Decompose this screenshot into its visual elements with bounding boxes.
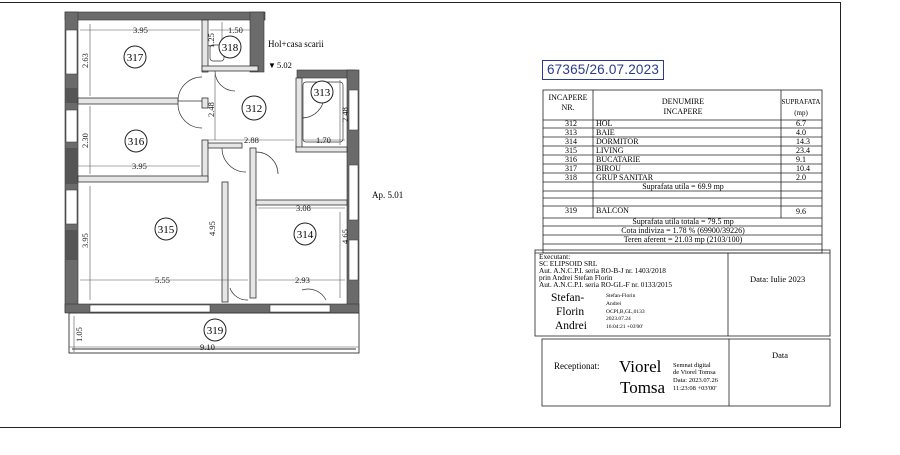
executant-signature-detail: Stefan-Florin	[606, 293, 636, 299]
dim-label: 3.95	[133, 25, 148, 35]
executant-line: prin Andrei Stefan Florin	[539, 273, 613, 282]
row-name: BUCATARIE	[596, 155, 641, 164]
dim-label: 4.65	[340, 229, 350, 244]
dim-label: 5.55	[155, 275, 170, 285]
dim-label: 2.88	[244, 135, 259, 145]
dim-label: 2.63	[80, 53, 90, 68]
executant-signature-name: Stefan-	[551, 292, 585, 304]
row-area: 2.0	[796, 173, 806, 182]
header-nr-line2: NR.	[561, 103, 575, 112]
room-number: 314	[296, 229, 314, 241]
suprafata-utila: Suprafata utila = 69.9 mp	[642, 182, 724, 191]
executant-line: Aut. A.N.C.P.I. seria RO-B-J nr. 1403/2018	[539, 266, 666, 275]
receptionat-signature-detail: 11:23:08 +03'00'	[673, 385, 717, 392]
dim-label: 2.30	[80, 133, 90, 148]
balcon-name: BALCON	[596, 206, 629, 215]
dim-label: 9.10	[200, 342, 215, 352]
executant-signature-detail: 2023.07.24	[606, 316, 631, 322]
room-number: 312	[245, 103, 263, 115]
dim-label: 2.93	[295, 275, 310, 285]
floor-plan	[65, 12, 403, 353]
dim-label: 3.95	[80, 233, 90, 248]
row-nr: 312	[565, 119, 577, 128]
dim-label: 1.25	[206, 33, 216, 48]
hol-casa-scarii-label: Hol+casa scarii	[268, 39, 324, 49]
row-nr: 314	[565, 137, 577, 146]
executant-signature-detail: OCPI,B,GL,0133	[606, 309, 645, 315]
level-marker-icon: ▼	[268, 61, 276, 70]
row-area: 4.0	[796, 128, 806, 137]
row-nr: 315	[565, 146, 577, 155]
dim-label: 2.48	[206, 102, 216, 117]
receptionat-box	[542, 339, 830, 406]
receptionat-signature-detail: Semnat digital	[673, 362, 711, 369]
header-name-line1: DENUMIRE	[661, 97, 705, 106]
dim-label: 1.70	[316, 135, 331, 145]
executant-line: Aut. A.N.C.P.I. seria RO-GL-F nr. 0133/2015	[539, 280, 672, 289]
room-number: 315	[157, 224, 175, 236]
cota-indiviza: Cota indiviza = 1.78 % (69900/39226)	[621, 226, 745, 235]
row-area: 10.4	[796, 164, 810, 173]
receptionat-signature-name: Tomsa	[620, 378, 666, 397]
row-name: DORMITOR	[596, 137, 639, 146]
row-area: 14.3	[796, 137, 810, 146]
dim-label: 3.08	[296, 203, 311, 213]
executant-box	[535, 250, 830, 336]
row-area: 23.4	[796, 146, 810, 155]
row-area: 6.7	[796, 119, 806, 128]
teren-aferent: Teren aferent = 21.03 mp (2103/100)	[623, 235, 743, 244]
suprafata-utila-totala: Suprafata utila totala = 79.5 mp	[632, 217, 734, 226]
header-area-line1: SUPRAFATA	[781, 98, 821, 106]
receptionat-signature-name: Viorel	[619, 357, 662, 376]
apartment-label: Ap. 5.01	[372, 190, 404, 200]
receptionat-signature-detail: de Viorel Tomsa	[673, 369, 716, 376]
row-nr: 317	[565, 164, 577, 173]
receptionat-data: Data	[772, 350, 789, 360]
receptionat-label: Receptionat:	[554, 361, 600, 371]
level-label: 5.02	[277, 60, 292, 70]
balcon-area: 9.6	[796, 207, 806, 216]
dim-label: 1.50	[228, 25, 243, 35]
row-nr: 318	[565, 173, 577, 182]
room-number: 313	[313, 87, 331, 99]
executant-line: SC ELIPSOID SRL	[539, 259, 598, 268]
interior-walls	[78, 20, 347, 302]
executant-signature-detail: 16:04:21 +03'00'	[606, 324, 644, 330]
page-frame	[0, 2, 841, 428]
header-area-line2: (mp)	[794, 109, 808, 117]
registration-stamp: 67365/26.07.2023	[542, 60, 664, 80]
row-nr: 313	[565, 128, 577, 137]
room-number: 318	[221, 42, 239, 54]
dim-label: 1.05	[74, 327, 84, 342]
executant-signature-name: Florin	[556, 306, 585, 318]
balcon-nr: 319	[565, 206, 577, 215]
row-name: BAIE	[596, 128, 615, 137]
executant-line: Executant:	[539, 252, 571, 261]
row-name: BIROU	[596, 164, 621, 173]
room-number: 319	[206, 325, 224, 337]
row-nr: 316	[565, 155, 577, 164]
receptionat-signature-detail: Data: 2023.07.26	[673, 377, 718, 384]
dim-label: 2.48	[340, 107, 350, 122]
room-number: 317	[126, 52, 144, 64]
exterior-walls	[65, 12, 359, 313]
dim-label: 4.95	[207, 221, 217, 236]
executant-signature-name: Andrei	[555, 320, 587, 332]
room-number: 316	[127, 136, 145, 148]
row-area: 9.1	[796, 155, 806, 164]
header-name-line2: INCAPERE	[663, 107, 703, 116]
executant-data: Data: Iulie 2023	[750, 274, 806, 284]
row-name: LIVING	[596, 146, 624, 155]
row-name: HOL	[596, 119, 613, 128]
dim-label: 3.95	[132, 161, 147, 171]
executant-signature-detail: Andrei	[606, 301, 622, 307]
area-table	[543, 90, 822, 253]
header-nr-line1: INCAPERE	[548, 93, 588, 102]
row-name: GRUP SANITAR	[596, 173, 654, 182]
